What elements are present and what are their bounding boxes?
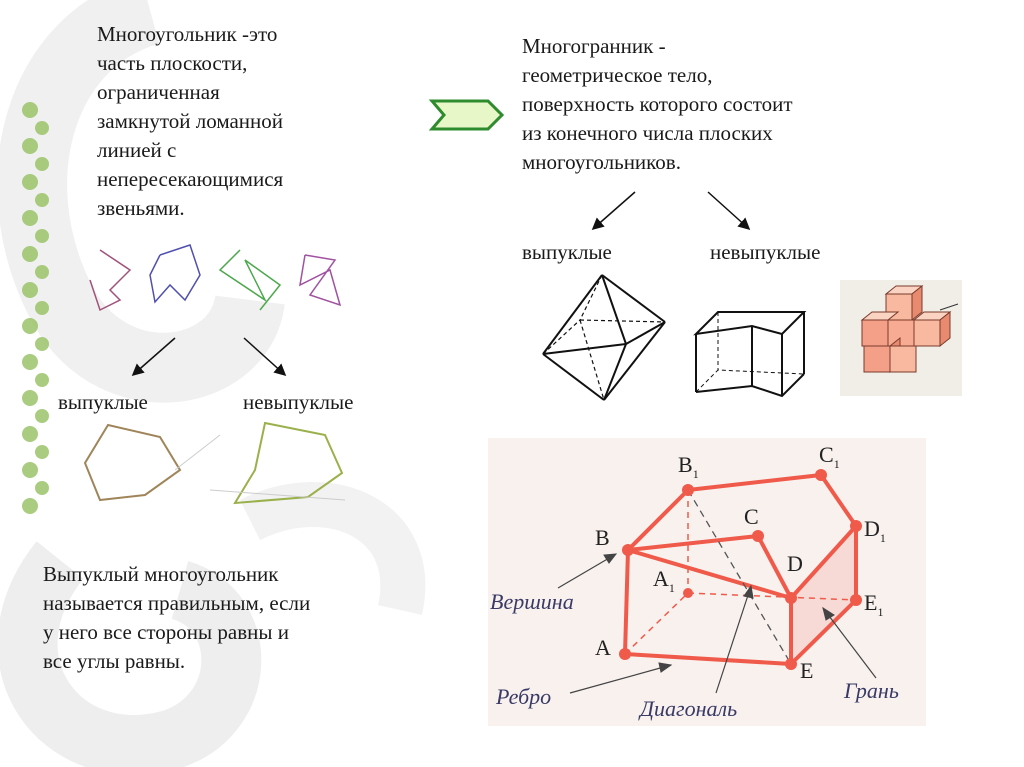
nonconvex-prism-figure — [692, 306, 812, 402]
nonconvex-polygons-label: невыпуклые — [243, 390, 354, 414]
convex-polygons-label: выпуклые — [58, 390, 148, 414]
polyhedron-definition: Многогранник - геометрическое тело, поверхность которого состоит из конечного числа плоских многоугольников. — [522, 34, 793, 174]
convex-polygon-shape — [85, 425, 180, 500]
vertex-label-c: C — [744, 504, 759, 529]
vertex-label-b: B — [595, 525, 610, 550]
arrow-to-convex-polyhedra — [594, 192, 635, 228]
polygon-example-1 — [90, 250, 130, 310]
vertex-label-b1: $B_1$ — [678, 452, 699, 481]
cubes-illustration — [840, 280, 962, 396]
convex-nonconvex-polygon-shapes — [80, 415, 350, 515]
prism-diagonal-line — [688, 490, 791, 664]
caption-edge: Ребро — [496, 684, 552, 709]
convex-polyhedra-label: выпуклые — [522, 240, 612, 264]
vertex-label-e: E — [800, 658, 814, 683]
arrow-to-nonconvex-polyhedra — [708, 192, 748, 228]
caption-vertex: Вершина — [490, 589, 574, 614]
vertex-label-a1: $A_1$ — [653, 566, 675, 595]
regular-polygon-definition: Выпуклый многоугольник называется правильным, если у него все стороны равны и все углы равны. — [43, 562, 311, 673]
polygon-example-2 — [150, 245, 200, 302]
polygon-examples — [80, 240, 360, 320]
prism-diagram — [488, 438, 926, 726]
arrow-to-convex-polygons — [134, 338, 175, 374]
nonconvex-polyhedra-label: невыпуклые — [710, 240, 821, 264]
polygon-definition: Многоугольник -это часть плоскости, ограниченная замкнутой ломанной линией с непересекающимися звеньями. — [97, 22, 284, 220]
vertex-label-c1: $C_1$ — [819, 442, 840, 471]
vertex-label-d1: $D_1$ — [864, 516, 886, 545]
octahedron-figure — [540, 272, 670, 407]
green-arrow-icon — [428, 97, 508, 133]
caption-diagonal: Диагональ — [640, 696, 738, 721]
polygon-example-3 — [220, 250, 280, 310]
polygon-branch-arrows — [120, 330, 300, 385]
nonconvex-polygon-shape — [235, 423, 342, 503]
polygon-example-4 — [300, 255, 340, 305]
vertex-label-e1: $E_1$ — [864, 590, 884, 619]
prism-face-highlight — [791, 526, 856, 664]
arrow-to-nonconvex-polygons — [244, 338, 284, 374]
vertex-label-a: A — [595, 635, 611, 660]
polyhedron-branch-arrows — [580, 188, 760, 238]
caption-face: Грань — [844, 678, 899, 703]
vertex-label-d: D — [787, 551, 803, 576]
